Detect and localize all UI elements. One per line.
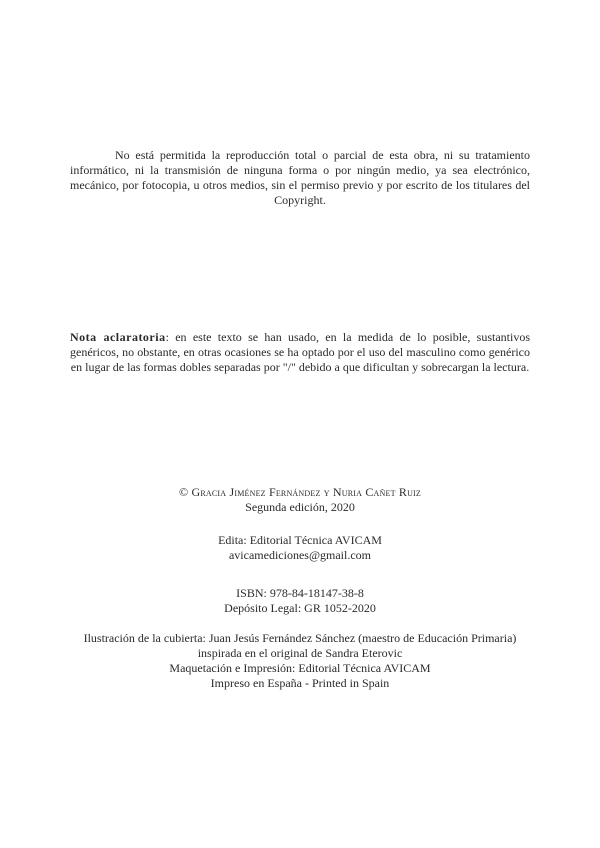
- printed-in-line: Impreso en España - Printed in Spain: [210, 676, 390, 690]
- copyright-notice-text: No está permitida la reproducción total o parcial de esta obra, ni su tratamiento informático, ni la transmisión de ninguna forma o por ningún medio, ya sea electrónico, mecánico, por fotocopia, u otros medios, sin el permiso previo y por escrito de los titulares del Copyright.: [70, 148, 530, 207]
- clarifying-note: [70, 330, 530, 375]
- illustration-credit: Ilustración de la cubierta: Juan Jesús Fernández Sánchez (maestro de Educación Primaria): [83, 631, 517, 645]
- inspiration-credit: inspirada en el original de Sandra Eterovic: [197, 646, 403, 660]
- authors-line: © Gracia Jiménez Fernández y Nuria Cañet Ruiz: [179, 485, 421, 499]
- copyright-notice: [70, 148, 530, 208]
- publisher-info: [70, 533, 530, 563]
- production-credits: [60, 631, 540, 691]
- clarifying-note-paragraph: [70, 330, 530, 375]
- isbn-line: ISBN: 978-84-18147-38-8: [236, 586, 364, 600]
- edition-line: Segunda edición, 2020: [245, 500, 355, 514]
- isbn-info: [70, 586, 530, 616]
- publisher-line: Edita: Editorial Técnica AVICAM: [218, 533, 382, 547]
- clarifying-note-text: : en este texto se han usado, en la medida de lo posible, sustantivos genéricos, no obstante, en otras ocasiones se ha optado por el uso del masculino como genérico en lugar de las formas dobles separadas por "/" debido a que dificultan y sobrecargan la lectura.: [70, 330, 530, 374]
- legal-deposit-line: Depósito Legal: GR 1052-2020: [224, 601, 376, 615]
- authors-edition: [70, 485, 530, 515]
- layout-printing-credit: Maquetación e Impresión: Editorial Técnica AVICAM: [169, 661, 431, 675]
- publisher-email: avicamediciones@gmail.com: [228, 548, 371, 562]
- clarifying-note-label: Nota aclaratoria: [70, 330, 166, 344]
